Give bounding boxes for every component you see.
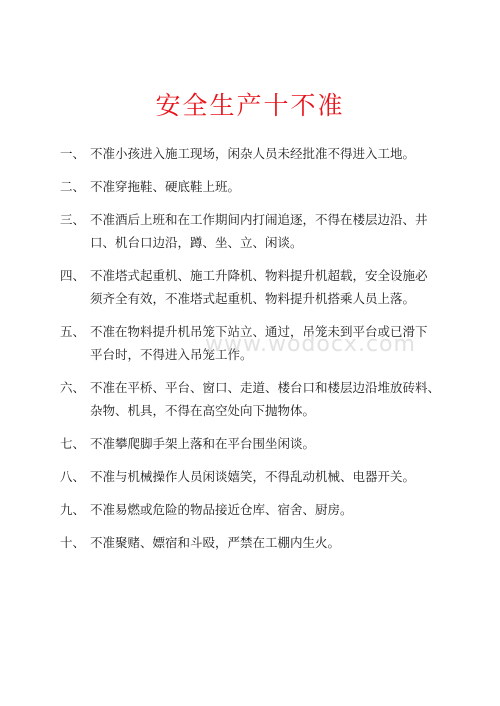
rule-item <box>0 208 500 254</box>
rule-text-continued: 平台时，不得进入吊笼工作。 <box>90 347 253 362</box>
rule-item <box>0 376 500 422</box>
rule-number: 八、 <box>60 469 86 484</box>
rule-text: 不准在物料提升机吊笼下站立、通过，吊笼未到平台或已滑下 <box>90 324 428 339</box>
rule-item <box>0 264 500 310</box>
rule-text: 不准攀爬脚手架上落和在平台围坐闲谈。 <box>90 436 316 451</box>
rule-number: 二、 <box>60 179 86 194</box>
rule-item <box>0 531 500 554</box>
rule-text: 不准酒后上班和在工作期间内打闹追逐，不得在楼层边沿、井 <box>90 212 428 227</box>
watermark: www.wodocx.com <box>205 332 416 357</box>
rule-text-continued: 杂物、机具，不得在高空处向下抛物体。 <box>90 403 316 418</box>
rule-item <box>0 465 500 488</box>
rule-number: 七、 <box>60 436 86 451</box>
rule-number: 一、 <box>60 146 86 161</box>
rule-text: 不准小孩进入施工现场，闲杂人员未经批准不得进入工地。 <box>90 146 416 161</box>
rule-text-continued: 须齐全有效，不准塔式起重机、物料提升机搭乘人员上落。 <box>90 291 416 306</box>
rule-number: 四、 <box>60 268 86 283</box>
rule-text-continued: 口、机台口边沿，蹲、坐、立、闲谈。 <box>90 235 303 250</box>
rule-item <box>0 498 500 521</box>
rule-number: 六、 <box>60 380 86 395</box>
rule-number: 五、 <box>60 324 86 339</box>
rule-text: 不准在平桥、平台、窗口、走道、楼台口和楼层边沿堆放砖料、 <box>90 380 441 395</box>
rule-text: 不准聚赌、嫖宿和斗殴，严禁在工棚内生火。 <box>90 535 341 550</box>
rule-text: 不准穿拖鞋、硬底鞋上班。 <box>90 179 241 194</box>
rule-number: 十、 <box>60 535 86 550</box>
rule-item <box>0 142 500 165</box>
rule-number: 九、 <box>60 502 86 517</box>
rule-text: 不准与机械操作人员闲谈嬉笑，不得乱动机械、电器开关。 <box>90 469 416 484</box>
document-title: 安全生产十不准 <box>155 91 345 120</box>
rule-number: 三、 <box>60 212 86 227</box>
rule-item <box>0 175 500 198</box>
rule-text: 不准塔式起重机、施工升降机、物料提升机超载，安全设施必 <box>90 268 428 283</box>
rule-item <box>0 432 500 455</box>
rule-text: 不准易燃或危险的物品接近仓库、宿舍、厨房。 <box>90 502 353 517</box>
